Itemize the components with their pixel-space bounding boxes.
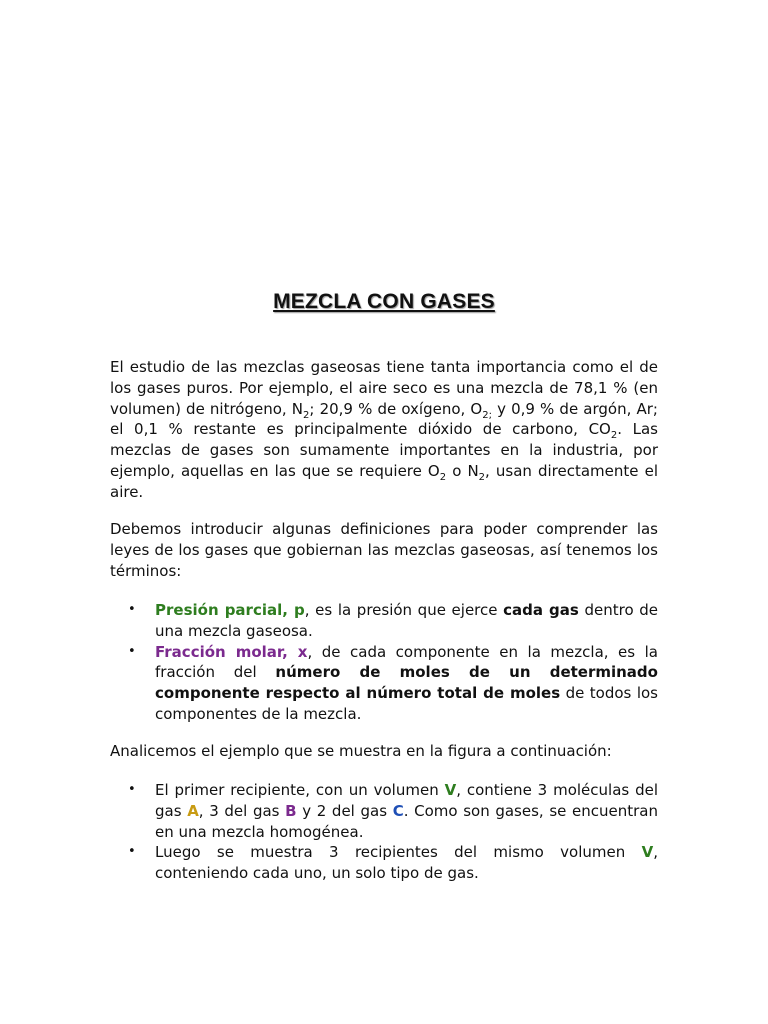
list-item xyxy=(110,642,658,725)
term-molar-fraction: Fracción molar, x xyxy=(155,642,308,661)
gas-b: B xyxy=(285,801,297,820)
definition-bold: cada gas xyxy=(503,601,579,619)
p1-text-1: El estudio de las mezclas gaseosas tiene tanta importancia como el de los gases puros. Por ejemplo, el aire seco es una mezcla de 78,1 % (en volumen) de nitrógeno, N xyxy=(110,358,658,418)
example-text-2: , conteniendo cada uno, un solo tipo de gas. xyxy=(155,843,658,883)
p1-subscript-2: 2; xyxy=(482,409,492,421)
intro-paragraph xyxy=(110,357,658,503)
definitions-list xyxy=(110,600,658,725)
volume-v: V xyxy=(444,781,457,799)
bullet-icon: • xyxy=(128,782,136,797)
p1-text-6: , usan directamente el aire. xyxy=(110,461,658,501)
example-intro-paragraph: Analicemos el ejemplo que se muestra en la figura a continuación: xyxy=(110,742,612,760)
example-text-1: El primer recipiente, con un volumen xyxy=(155,781,445,799)
definition-text-1: , es la presión que ejerce xyxy=(304,601,504,619)
p1-subscript-1: 2 xyxy=(303,409,310,421)
example-text-3: , 3 del gas xyxy=(198,801,286,820)
examples-list xyxy=(110,780,658,884)
definition-bold: número de moles de un determinado componente respecto al número total de moles xyxy=(155,663,658,703)
bullet-icon: • xyxy=(128,643,136,659)
gas-a: A xyxy=(187,801,199,820)
p1-subscript-4: 2 xyxy=(439,471,447,483)
bullet-icon: • xyxy=(128,844,136,860)
example-text-1: Luego se muestra 3 recipientes del mismo volumen xyxy=(155,843,642,862)
gas-c: C xyxy=(392,801,404,820)
bullet-icon: • xyxy=(128,602,136,617)
p1-subscript-3: 2 xyxy=(610,430,618,442)
p1-text-3: y 0,9 % de argón, Ar; el 0,1 % restante es principalmente dióxido de carbono, CO xyxy=(110,399,658,439)
list-item xyxy=(110,600,658,642)
definition-text-2: dentro de una mezcla gaseosa. xyxy=(155,601,658,640)
term-partial-pressure: Presión parcial, p xyxy=(155,601,305,619)
list-item xyxy=(110,780,658,842)
volume-v: V xyxy=(641,843,654,862)
p1-text-5: o N xyxy=(446,461,479,480)
example-text-5: . Como son gases, se encuentran en una mezcla homogénea. xyxy=(155,801,658,841)
list-item xyxy=(110,842,658,884)
page-title: MEZCLA CON GASES xyxy=(273,290,495,313)
p1-subscript-5: 2 xyxy=(478,471,486,483)
definitions-intro-paragraph: Debemos introducir algunas definiciones para poder comprender las leyes de los gases que gobiernan las mezclas gaseosas, así tenemos los términos: xyxy=(110,520,658,580)
p1-text-2: ; 20,9 % de oxígeno, O xyxy=(309,399,483,418)
p1-text-4: . Las mezclas de gases son sumamente importantes en la industria, por ejemplo, aquellas en las que se requiere O xyxy=(110,420,658,480)
definition-text-1: , de cada componente en la mezcla, es la fracción del xyxy=(155,642,658,682)
definition-text-2: de todos los componentes de la mezcla. xyxy=(155,684,658,723)
example-text-4: y 2 del gas xyxy=(296,801,393,820)
example-text-2: , contiene 3 moléculas del gas xyxy=(155,781,659,820)
